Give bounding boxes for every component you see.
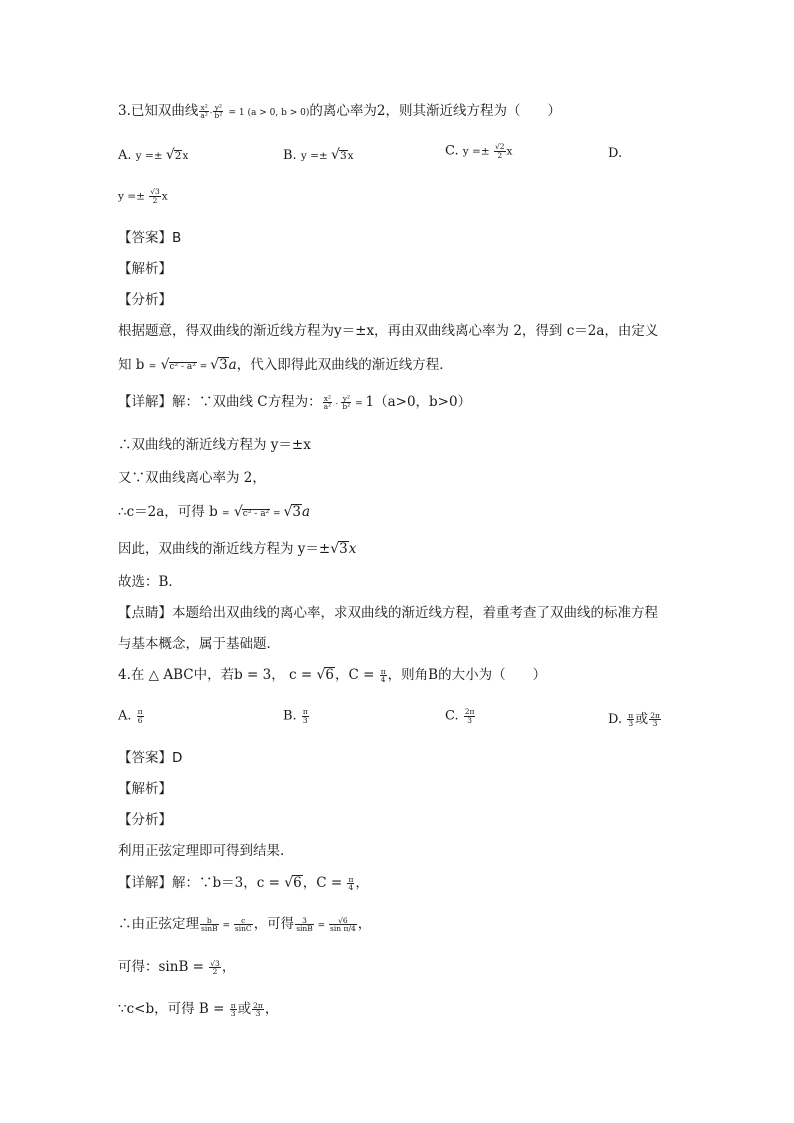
q3-stem: 3.已知双曲线 $\frac{\text{x²}}{\text{a²}}$ - $\frac{\text{y²}}{\text{b²}}$ = 1 (a > 0, b > 0)的离心率为2，则其渐近线方程为（ ） xyxy=(118,102,561,120)
q3-eq-tail: = 1 (a > 0, b > 0) xyxy=(228,108,310,118)
q3-answer: 【答案】B xyxy=(118,230,182,246)
q3-fenxi-1: 根据题意，得双曲线的渐近线方程为y＝±x，再由双曲线离心率为 2，得到 c＝2a，由定义 xyxy=(118,323,659,339)
q4-detail-4: ∵c<b，可得 B = $\frac{\pi}{3}$ 或 $\frac{2\pi}{3}$ ， xyxy=(118,1000,279,1018)
q3-detail-1: 【详解】解：∵双曲线 C方程为： $\frac{\text{x²}}{\text{a²}}$ - $\frac{\text{y²}}{\text{b²}}$ = 1（a>0，b>0） xyxy=(118,393,472,411)
q4-option-a[interactable]: A. $\frac{\pi}{6}$ xyxy=(118,707,143,725)
q3-option-d-label[interactable]: D. xyxy=(608,146,623,161)
q3-suffix: 的离心率为2，则其渐近线方程为（ ） xyxy=(309,103,561,119)
q4-option-c[interactable]: C. $\frac{2\pi}{3}$ xyxy=(445,707,475,725)
q4-detail-1: 【详解】解：∵b＝3，c = √6，C = $\frac{\pi}{4}$ ， xyxy=(118,874,369,892)
q3-comment-1: 【点睛】本题给出双曲线的离心率，求双曲线的渐近线方程，着重考查了双曲线的标准方程 xyxy=(118,605,658,621)
q3-detail-2: ∴双曲线的渐近线方程为 y＝±x xyxy=(118,437,311,453)
q4-option-d[interactable]: D. $\frac{\pi}{3}$ 或 $\frac{2\pi}{3}$ xyxy=(608,710,660,728)
q4-detail-2: ∴由正弦定理 $\frac{b}{\sin B}$ = $\frac{c}{\sin C}$ ，可得 $\frac{3}{\sin B}$ = $\frac{√6}{\text{sin π/4}}$ ， xyxy=(118,915,372,933)
q3-detail-3: 又∵双曲线离心率为 2， xyxy=(118,470,266,486)
q3-option-c[interactable]: C. y =± $\frac{√2}{2}$ x xyxy=(445,142,513,160)
q4-option-b[interactable]: B. $\frac{\pi}{3}$ xyxy=(283,707,308,725)
q4-fenxi-1: 利用正弦定理即可得到结果. xyxy=(118,843,285,859)
q3-detail-4: ∴c＝2a，可得 b = √c² - a² = √3a xyxy=(118,504,311,520)
q3-option-d-expr[interactable]: y =± $\frac{√3}{2}$ x xyxy=(118,187,168,205)
q3-fenxi-2: 知 b = √c² - a² = √3a，代入即得此双曲线的渐近线方程． xyxy=(118,357,453,373)
q4-answer: 【答案】D xyxy=(118,750,183,766)
q3-detail-5: 因此，双曲线的渐近线方程为 y＝±√3x xyxy=(118,541,357,557)
q3-frac-x: $\frac{\text{x²}}{\text{a²}}$ xyxy=(200,102,208,120)
q4-analysis-tag: 【解析】 xyxy=(118,781,172,797)
q4-detail-3: 可得：sinB = $\frac{√3}{2}$ ， xyxy=(118,958,236,976)
q3-option-b[interactable]: B. y =± √3x xyxy=(283,147,354,163)
q3-prefix: 3.已知双曲线 xyxy=(118,103,199,119)
q4-stem: 4.在 △ ABC中，若b = 3， c = √6，C = $\frac{\pi}{4}$ ，则角B的大小为（ ） xyxy=(118,666,547,684)
q3-fenxi-tag: 【分析】 xyxy=(118,292,172,308)
q3-option-a[interactable]: A. y =± √2x xyxy=(118,147,189,163)
q3-comment-2: 与基本概念，属于基础题． xyxy=(118,636,280,652)
q4-fenxi-tag: 【分析】 xyxy=(118,812,172,828)
q3-analysis-tag: 【解析】 xyxy=(118,261,172,277)
q3-detail-6: 故选：B． xyxy=(118,574,182,590)
q3-frac-y: $\frac{\text{y²}}{\text{b²}}$ xyxy=(214,102,223,120)
